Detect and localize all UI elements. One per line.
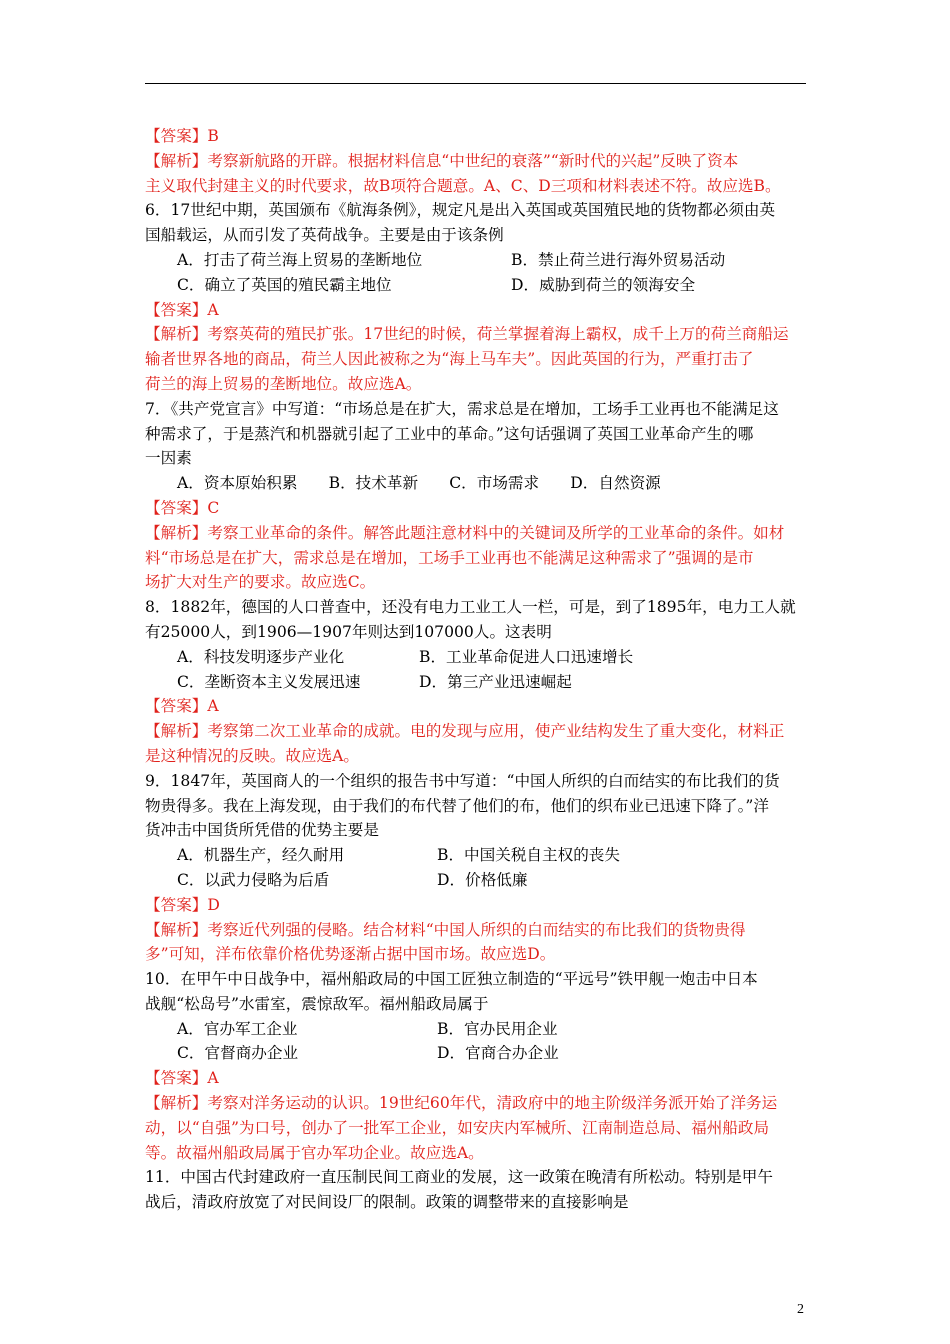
- option-left: A．官办军工企业: [177, 1019, 298, 1038]
- analysis-line: 是这种情况的反映。故应选A。: [145, 746, 359, 765]
- question-line: 6．17世纪中期，英国颁布《航海条例》，规定凡是出入英国或英国殖民地的货物都必须由英: [145, 201, 776, 220]
- analysis-line: 多”可知，洋布依靠价格优势逐渐占据中国市场。故应选D。: [145, 945, 556, 964]
- option-right: D．第三产业迅速崛起: [419, 672, 572, 691]
- options-row: [145, 868, 807, 893]
- options-row: [145, 1041, 807, 1066]
- question-line: 8．1882年，德国的人口普查中，还没有电力工业工人一栏，可是，到了1895年，电力工人就: [145, 598, 796, 617]
- options-line: A．资本原始积累 B．技术革新 C．市场需求 D．自然资源: [177, 474, 661, 493]
- options-row: [145, 645, 807, 670]
- option-right: B．工业革命促进人口迅速增长: [419, 647, 634, 666]
- answer-line: 【答案】A: [145, 697, 219, 716]
- question-line: 国船载运，从而引发了英荷战争。主要是由于该条例: [145, 226, 504, 245]
- question-line: 战舰“松岛号”水雷室，震惊敌军。福州船政局属于: [145, 994, 489, 1013]
- option-right: B．禁止荷兰进行海外贸易活动: [511, 250, 726, 269]
- analysis-line: 荷兰的海上贸易的垄断地位。故应选A。: [145, 374, 422, 393]
- option-left: A．打击了荷兰海上贸易的垄断地位: [177, 250, 423, 269]
- answer-line: 【答案】A: [145, 1069, 219, 1088]
- analysis-line: 等。故福州船政局属于官办军功企业。故应选A。: [145, 1143, 484, 1162]
- option-left: C．垄断资本主义发展迅速: [177, 672, 361, 691]
- option-left: C．确立了英国的殖民霸主地位: [177, 275, 392, 294]
- question-line: 种需求了，于是蒸汽和机器就引起了工业中的革命。”这句话强调了英国工业革命产生的哪: [145, 424, 754, 443]
- option-right: D．价格低廉: [437, 870, 528, 889]
- analysis-line: 料“市场总是在扩大，需求总是在增加，工场手工业再也不能满足这种需求了”强调的是市: [145, 548, 754, 567]
- question-line: 战后，清政府放宽了对民间设厂的限制。政策的调整带来的直接影响是: [145, 1193, 629, 1212]
- answer-line: 【答案】B: [145, 127, 219, 145]
- analysis-line: 【解析】考察英荷的殖民扩张。17世纪的时候，荷兰掌握着海上霸权，成千上万的荷兰商船运: [145, 325, 789, 344]
- answer-line: 【答案】C: [145, 498, 220, 517]
- question-line: 物贵得多。我在上海发现，由于我们的布代替了他们的布，他们的织布业已迅速下降了。”洋: [145, 796, 769, 815]
- question-line: 10．在甲午中日战争中，福州船政局的中国工匠独立制造的“平远号”铁甲舰一炮击中日本: [145, 970, 758, 989]
- option-left: C．官督商办企业: [177, 1044, 299, 1063]
- question-line: 11．中国古代封建政府一直压制民间工商业的发展，这一政策在晚清有所松动。特别是甲午: [145, 1168, 773, 1187]
- option-left: A．机器生产，经久耐用: [177, 846, 345, 865]
- question-line: 有25000人，到1906—1907年则达到107000人。这表明: [145, 622, 552, 641]
- analysis-line: 【解析】考察第二次工业革命的成就。电的发现与应用，使产业结构发生了重大变化，材料正: [145, 722, 785, 741]
- options-row: [145, 843, 807, 868]
- option-right: B．官办民用企业: [437, 1019, 558, 1038]
- header-rule: [145, 83, 806, 84]
- options-row: [145, 273, 807, 298]
- analysis-line: 输者世界各地的商品，荷兰人因此被称之为“海上马车夫”。因此英国的行为，严重打击了: [145, 350, 754, 369]
- option-right: D．官商合办企业: [437, 1044, 559, 1063]
- option-left: C．以武力侵略为后盾: [177, 870, 330, 889]
- analysis-line: 【解析】考察近代列强的侵略。结合材料“中国人所织的白而结实的布比我们的货物贵得: [145, 920, 746, 939]
- analysis-line: 【解析】考察对洋务运动的认识。19世纪60年代，清政府中的地主阶级洋务派开始了洋务运: [145, 1094, 778, 1113]
- option-left: A．科技发明逐步产业化: [177, 647, 345, 666]
- options-row: [145, 1017, 807, 1042]
- options-row: [145, 670, 807, 695]
- question-line: 9．1847年，英国商人的一个组织的报告书中写道：“中国人所织的白而结实的布比我们的货: [145, 771, 780, 790]
- options-row: [145, 248, 807, 273]
- question-line: 货冲击中国货所凭借的优势主要是: [145, 821, 379, 840]
- page-number: 2: [797, 1302, 804, 1317]
- question-line: 7．《共产党宣言》中写道：“市场总是在扩大，需求总是在增加，工场手工业再也不能满足这: [145, 399, 779, 418]
- option-right: D．威胁到荷兰的领海安全: [511, 275, 696, 294]
- analysis-line: 【解析】考察工业革命的条件。解答此题注意材料中的关键词及所学的工业革命的条件。如材: [145, 523, 785, 542]
- option-right: B．中国关税自主权的丧失: [437, 846, 620, 865]
- analysis-line: 动，以“自强”为口号，创办了一批军工企业，如安庆内军械所、江南制造总局、福州船政局: [145, 1118, 770, 1137]
- analysis-line: 【解析】考察新航路的开辟。根据材料信息“中世纪的衰落”“新时代的兴起”反映了资本: [145, 151, 739, 170]
- question-line: 一因素: [145, 449, 192, 468]
- page-content: [145, 124, 807, 1215]
- analysis-line: 场扩大对生产的要求。故应选C。: [145, 573, 376, 592]
- analysis-line: 主义取代封建主义的时代要求，故B项符合题意。A、C、D三项和材料表述不符。故应选B。: [145, 176, 781, 195]
- answer-line: 【答案】A: [145, 300, 219, 319]
- answer-line: 【答案】D: [145, 895, 220, 914]
